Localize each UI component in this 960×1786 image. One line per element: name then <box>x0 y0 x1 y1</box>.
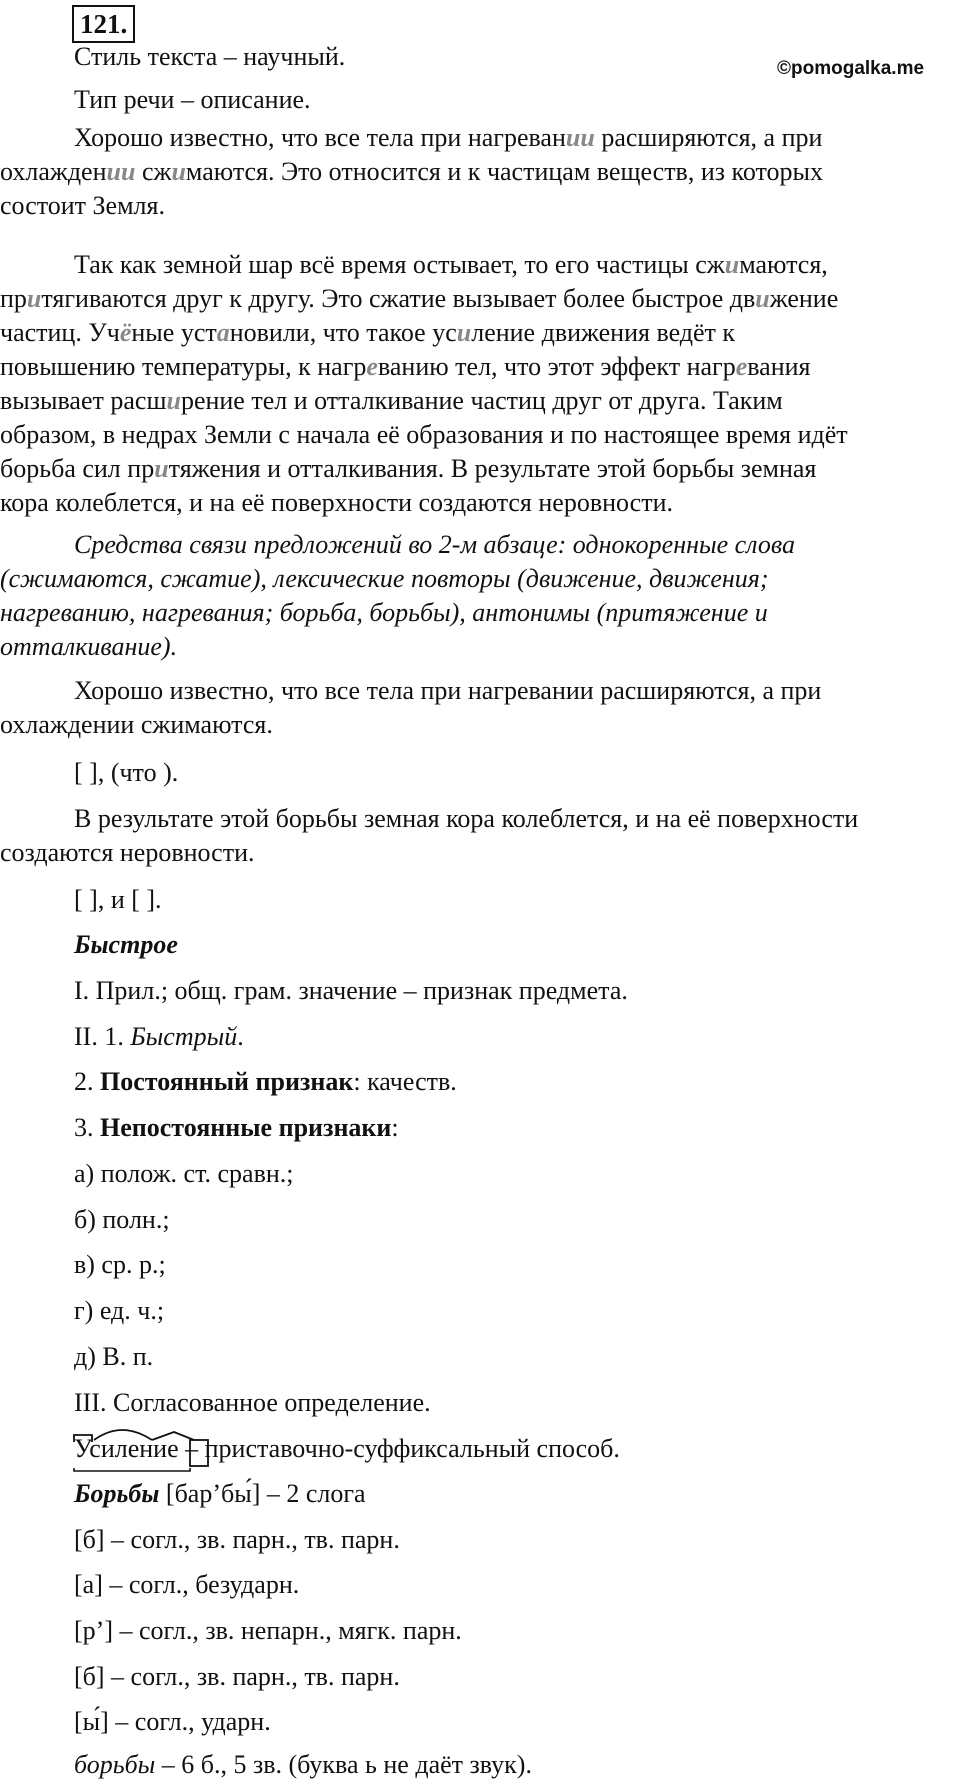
morph-v: в) ср. р.; <box>74 1250 166 1279</box>
text: борьба сил пр <box>0 454 155 483</box>
text: вызывает расш <box>0 386 167 415</box>
sentence-1-scheme: [ ], (что ). <box>74 758 179 787</box>
morph-a: а) полож. ст. сравн.; <box>74 1159 294 1188</box>
text: – 6 б., 5 зв. (буква ь не даёт звук). <box>155 1750 532 1779</box>
text: : <box>391 1113 399 1142</box>
paragraph-1 <box>0 121 960 223</box>
orthogram: е <box>735 352 748 381</box>
orthogram: и <box>755 284 770 313</box>
orthogram: и <box>456 318 472 347</box>
morph-ii-1 <box>74 1020 244 1054</box>
paragraph-2 <box>0 248 960 520</box>
text: образом, в недрах Земли с начала её образования и по настоящее время идёт <box>0 420 848 449</box>
morph-b: б) полн.; <box>74 1205 170 1234</box>
text: ванию тел, что этот эффект нагр <box>377 352 736 381</box>
text: : качеств. <box>353 1067 457 1096</box>
text: ные уст <box>131 318 217 347</box>
text: частиц. Уч <box>0 318 120 347</box>
orthogram: и <box>171 157 186 186</box>
links-note <box>0 528 960 664</box>
text: жение <box>769 284 839 313</box>
orthogram: и <box>724 250 740 279</box>
text: пр <box>0 284 27 313</box>
text-style-line: Стиль текста – научный. <box>74 42 346 71</box>
text: Так как земной шар всё время остывает, то его частицы сж <box>74 250 725 279</box>
word-formation-word <box>74 1432 179 1466</box>
morpheme-marks-icon <box>70 1426 210 1466</box>
phonetic-word: Борьбы <box>74 1479 160 1508</box>
orthogram: и <box>154 454 169 483</box>
text: II. 1. <box>74 1022 131 1051</box>
orthogram: ии <box>106 157 136 186</box>
sound-4: [б] – согл., зв. парн., тв. парн. <box>74 1662 400 1691</box>
phonetic-head <box>74 1477 366 1511</box>
initial-form: Быстрый <box>130 1022 238 1051</box>
text: состоит Земля. <box>0 191 165 220</box>
morph-g: г) ед. ч.; <box>74 1296 165 1325</box>
speech-type-line: Тип речи – описание. <box>74 85 311 114</box>
morph-i: I. Прил.; общ. грам. значение – признак предмета. <box>74 976 628 1005</box>
orthogram: и <box>26 284 42 313</box>
orthogram: е <box>366 352 378 381</box>
text: Средства связи предложений во 2-м абзаце: однокоренные слова <box>74 530 795 559</box>
text: 2. <box>74 1067 100 1096</box>
text: повышению температуры, к нагр <box>0 352 367 381</box>
morph-word: Быстрое <box>74 930 178 959</box>
text: Усиление <box>74 1434 179 1463</box>
text: Хорошо известно, что все тела при нагреван <box>74 123 566 152</box>
orthogram: а <box>216 318 230 347</box>
text: – приставочно-суффиксальный способ. <box>178 1434 620 1463</box>
text: маются. Это относится и к частицам веществ, из которых <box>185 157 823 186</box>
sound-2: [а] – согл., безударн. <box>74 1570 300 1599</box>
morph-ii-3 <box>74 1111 399 1145</box>
text: борьбы <box>74 1750 156 1779</box>
sound-3: [р’] – согл., зв. непарн., мягк. парн. <box>74 1616 462 1645</box>
sound-1: [б] – согл., зв. парн., тв. парн. <box>74 1525 400 1554</box>
text: вания <box>747 352 811 381</box>
morph-d: д) В. п. <box>74 1342 154 1371</box>
text: отталкивание). <box>0 632 178 661</box>
transcription: [бар’бы́] – 2 слога <box>159 1479 366 1508</box>
sentence-2-scheme: [ ], и [ ]. <box>74 885 162 914</box>
sentence-2 <box>0 802 960 870</box>
phonetic-summary <box>74 1748 532 1782</box>
text: В результате этой борьбы земная кора колеблется, и на её поверхности <box>74 804 859 833</box>
orthogram: и <box>166 386 181 415</box>
text: сж <box>135 157 172 186</box>
text: Постоянный признак <box>100 1067 354 1096</box>
morph-iii: III. Согласованное определение. <box>74 1388 431 1417</box>
text: кора колеблется, и на её поверхности создаются неровности. <box>0 488 673 517</box>
text: расширяются, а при <box>594 123 823 152</box>
text: маются, <box>739 250 828 279</box>
text: Непостоянные признаки <box>100 1113 392 1142</box>
sentence-1 <box>0 674 960 742</box>
text: ление движения ведёт к <box>471 318 736 347</box>
morph-ii-2 <box>74 1065 457 1099</box>
watermark: ©pomogalka.me <box>777 58 925 79</box>
exercise-number: 121. <box>72 5 135 43</box>
text: (сжимаются, сжатие), лексические повторы (движение, движения; <box>0 564 769 593</box>
text: новили, что такое ус <box>229 318 457 347</box>
orthogram: ии <box>565 123 595 152</box>
text: охлаждении сжимаются. <box>0 710 273 739</box>
orthogram: ё <box>119 318 132 347</box>
text: тягиваются друг к другу. Это сжатие вызывает более быстрое дв <box>41 284 756 313</box>
text: рение тел и отталкивание частиц друг от друга. Таким <box>180 386 783 415</box>
text: охлажден <box>0 157 107 186</box>
word-formation <box>74 1432 620 1466</box>
text: тяжения и отталкивания. В результате этой борьбы земная <box>168 454 817 483</box>
text: Хорошо известно, что все тела при нагревании расширяются, а при <box>74 676 822 705</box>
text: создаются неровности. <box>0 838 255 867</box>
text: 3. <box>74 1113 100 1142</box>
sound-5: [ы́] – согл., ударн. <box>74 1707 271 1736</box>
text: . <box>237 1022 244 1051</box>
text: нагреванию, нагревания; борьба, борьбы), антонимы (притяжение и <box>0 598 768 627</box>
